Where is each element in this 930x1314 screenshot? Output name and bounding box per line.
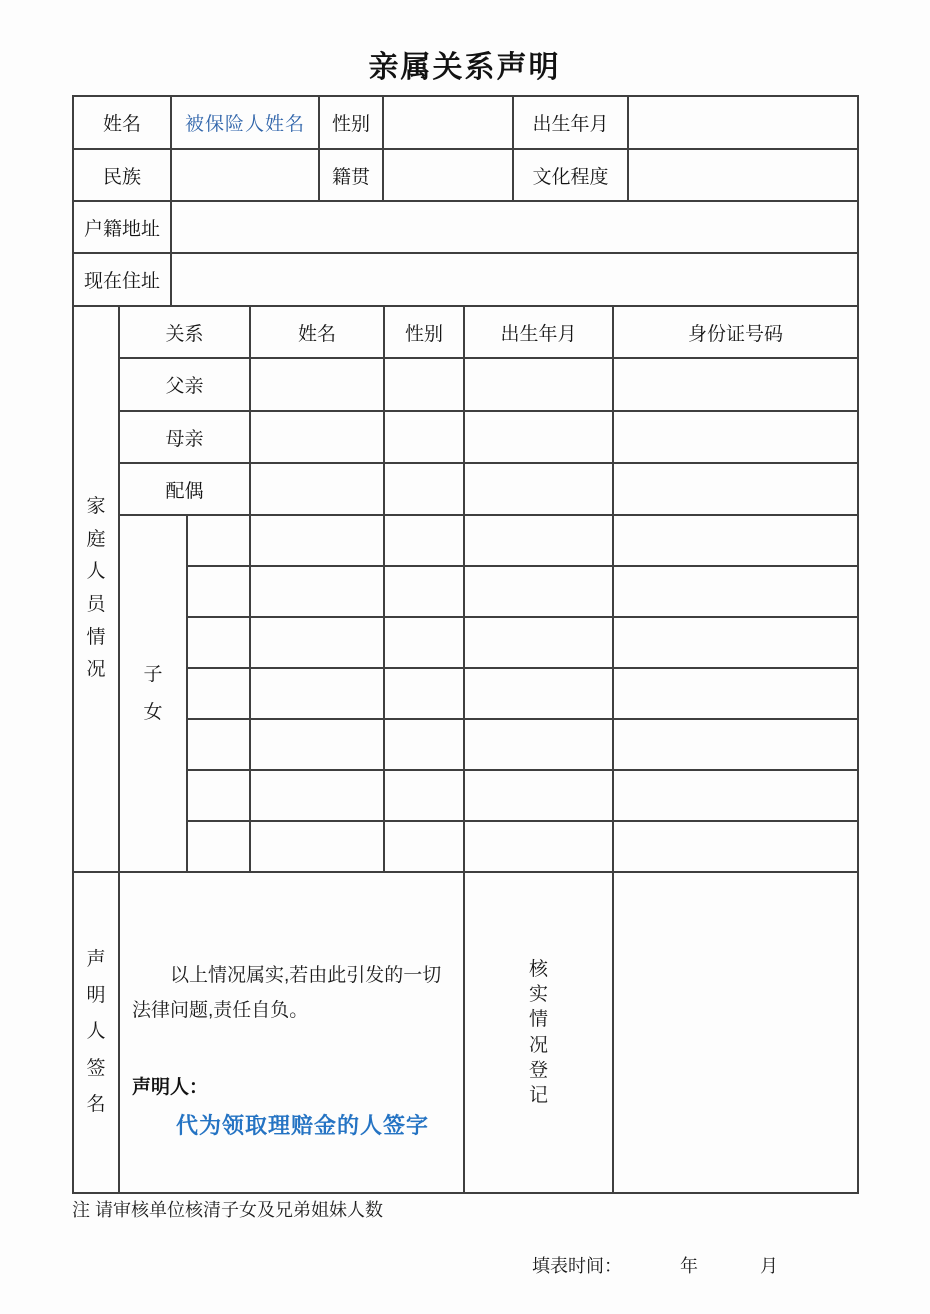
child-name-blank [250, 821, 384, 872]
child-row [73, 617, 858, 668]
fill-time-month: 月 [760, 1256, 778, 1276]
insured-name-value: 被保险人姓名 [171, 96, 319, 149]
member-gender-header: 性别 [384, 306, 464, 358]
current-address-blank-cell [171, 253, 858, 306]
fill-time-year: 年 [680, 1256, 698, 1276]
gender-blank-cell [383, 96, 513, 149]
child-sub-blank [187, 821, 250, 872]
signature-hint: 代为领取理赔金的人签字 [176, 1113, 430, 1139]
declarant-signature-label-cell [73, 872, 119, 1193]
child-id-blank [613, 515, 858, 566]
education-label: 文化程度 [513, 149, 628, 201]
spouse-id-blank [613, 463, 858, 515]
ethnicity-blank-cell [171, 149, 319, 201]
child-sub-blank [187, 617, 250, 668]
registered-address-label: 户籍地址 [73, 201, 171, 253]
declarant-signature-label: 声明人签名 [86, 949, 106, 1115]
child-id-blank [613, 719, 858, 770]
row-name [73, 96, 858, 149]
name-label: 姓名 [73, 96, 171, 149]
spouse-birth-blank [464, 463, 613, 515]
child-sub-blank [187, 515, 250, 566]
child-gender-blank [384, 719, 464, 770]
mother-row [73, 411, 858, 463]
member-birth-header: 出生年月 [464, 306, 613, 358]
ethnicity-label: 民族 [73, 149, 171, 201]
native-place-label: 籍贯 [319, 149, 383, 201]
declarant-label: 声明人： [132, 1077, 209, 1099]
child-gender-blank [384, 515, 464, 566]
fill-time-label: 填表时间： [532, 1256, 622, 1276]
child-id-blank [613, 668, 858, 719]
child-row [73, 770, 858, 821]
declaration-row [73, 872, 858, 1193]
declaration-content [120, 959, 463, 1140]
mother-label: 母亲 [119, 411, 250, 463]
child-id-blank [613, 821, 858, 872]
child-gender-blank [384, 770, 464, 821]
father-gender-blank [384, 358, 464, 411]
child-birth-blank [464, 770, 613, 821]
child-sub-blank [187, 668, 250, 719]
father-name-blank [250, 358, 384, 411]
child-name-blank [250, 566, 384, 617]
spouse-label: 配偶 [119, 463, 250, 515]
relation-header: 关系 [119, 306, 250, 358]
child-gender-blank [384, 617, 464, 668]
child-birth-blank [464, 821, 613, 872]
education-blank-cell [628, 149, 858, 201]
family-section-label: 家庭人员情况 [86, 495, 106, 681]
child-row [73, 668, 858, 719]
row-ethnicity [73, 149, 858, 201]
child-sub-blank [187, 719, 250, 770]
child-id-blank [613, 770, 858, 821]
child-id-blank [613, 566, 858, 617]
declaration-statement: 以上情况属实,若由此引发的一切法律问题,责任自负。 [132, 965, 442, 1021]
declaration-table [72, 871, 859, 1194]
page-title: 亲属关系声明 [368, 51, 561, 84]
verify-blank-cell [613, 872, 858, 1193]
personal-info-table [72, 95, 859, 307]
family-header-row [73, 306, 858, 358]
child-name-blank [250, 617, 384, 668]
child-row [73, 821, 858, 872]
birth-blank-cell [628, 96, 858, 149]
row-registered-address [73, 201, 858, 253]
declaration-content-cell [119, 872, 464, 1193]
mother-id-blank [613, 411, 858, 463]
row-current-address [73, 253, 858, 306]
child-name-blank [250, 770, 384, 821]
child-name-blank [250, 515, 384, 566]
registered-address-blank-cell [171, 201, 858, 253]
father-row [73, 358, 858, 411]
child-birth-blank [464, 719, 613, 770]
spouse-gender-blank [384, 463, 464, 515]
child-row [73, 719, 858, 770]
child-birth-blank [464, 668, 613, 719]
family-members-table [72, 305, 859, 873]
child-row [73, 515, 858, 566]
children-label-cell [119, 515, 187, 872]
member-id-header: 身份证号码 [613, 306, 858, 358]
mother-birth-blank [464, 411, 613, 463]
footnote: 注 请审核单位核清子女及兄弟姐妹人数 [72, 1200, 383, 1220]
child-name-blank [250, 668, 384, 719]
father-birth-blank [464, 358, 613, 411]
verify-label-cell [464, 872, 613, 1193]
current-address-label: 现在住址 [73, 253, 171, 306]
gender-label: 性别 [319, 96, 383, 149]
mother-gender-blank [384, 411, 464, 463]
father-label: 父亲 [119, 358, 250, 411]
member-name-header: 姓名 [250, 306, 384, 358]
child-birth-blank [464, 566, 613, 617]
fill-time-line [532, 1252, 778, 1278]
family-section-label-cell [73, 306, 119, 872]
child-birth-blank [464, 515, 613, 566]
child-gender-blank [384, 668, 464, 719]
native-place-blank-cell [383, 149, 513, 201]
spouse-row [73, 463, 858, 515]
father-id-blank [613, 358, 858, 411]
child-sub-blank [187, 770, 250, 821]
child-birth-blank [464, 617, 613, 668]
child-gender-blank [384, 566, 464, 617]
child-gender-blank [384, 821, 464, 872]
child-row [73, 566, 858, 617]
spouse-name-blank [250, 463, 384, 515]
child-id-blank [613, 617, 858, 668]
child-name-blank [250, 719, 384, 770]
children-label: 子女 [143, 664, 163, 723]
mother-name-blank [250, 411, 384, 463]
child-sub-blank [187, 566, 250, 617]
birth-label: 出生年月 [513, 96, 628, 149]
verify-label: 核实情况登记 [528, 959, 548, 1106]
